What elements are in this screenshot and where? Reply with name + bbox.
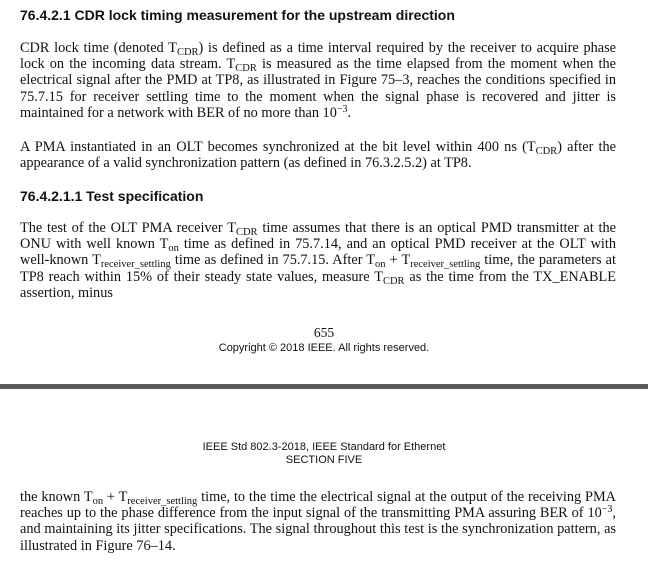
text-run: the known T [20,489,93,505]
running-header-section: SECTION FIVE [285,453,363,466]
subscript: receiver_settling [100,259,171,271]
subscript: receiver_settling [410,259,481,271]
text-run: A PMA instantiated in an OLT becomes synchronized at the bit level within 400 ns (T [20,139,536,155]
superscript: −3 [601,504,613,516]
text-run: is measured as the time elapsed from the moment when the electrical signal after the PMD at TP8, as illustrated in Figure 75–3, reaches the conditions specified in 75.7.15 for receiver settling time to the moment when the signal phase is recovered and jitter is maintained for a network with BER of no more than 10 [20,56,616,121]
text-run: time, the parameters at TP8 reach within 15% of their steady state values, measure T [20,252,617,285]
page-separator [0,384,648,389]
paragraph-test-specification [20,220,616,301]
section-heading-76-4-2-1-1: 76.4.2.1.1 Test specification [20,188,204,204]
text-run: ) after the appearance of a valid synchronization pattern (as defined in 76.3.2.5.2) at TP8. [20,139,617,172]
section-heading-76-4-2-1: 76.4.2.1 CDR lock timing measurement for the upstream direction [20,7,455,23]
paragraph-cdr-lock-time [20,40,616,121]
subscript: CDR [235,63,257,75]
text-run: ) is defined as a time interval required by the receiver to acquire phase lock on the incoming data stream. T [20,40,616,73]
text-run: time as defined in 75.7.14, and an optical PMD receiver at the OLT with well-known T [20,236,616,269]
subscript: CDR [235,227,258,238]
text-run: time assumes that there is an optical PMD transmitter at the ONU with well known T [20,220,617,253]
running-header-title: IEEE Std 802.3-2018, IEEE Standard for Ethernet [202,441,446,453]
superscript: −3 [336,103,348,115]
paragraph-pma-synchronization [20,139,616,171]
subscript: on [168,243,179,255]
text-run: time as defined in 75.7.15. After T [170,252,376,269]
text-run: CDR lock time (denoted T [20,40,177,56]
copyright-notice: Copyright © 2018 IEEE. All rights reserved. [218,342,430,354]
text-run: + T [385,252,411,269]
text-run: as the time from the TX_ENABLE assertion, minus [20,268,616,301]
text-run: . [347,104,352,121]
page-number: 655 [313,325,335,340]
text-run: The test of the OLT PMA receiver T [20,220,236,236]
subscript: CDR [535,146,558,157]
subscript: on [92,496,104,507]
subscript: CDR [382,275,405,287]
text-run: , and maintaining its jitter specifications. The signal throughout this test is the synchronization pattern, as illustrated in Figure 76–14. [20,505,616,554]
text-run: time, to the time the electrical signal at the output of the receiving PMA reaches up to the phase difference from the input signal of the transmitting PMA assuring BER of 10 [20,489,617,522]
subscript: receiver_settling [127,496,198,507]
running-header [0,441,648,466]
text-run: + T [103,489,128,505]
paragraph-continuation [20,489,616,554]
subscript: on [375,259,386,271]
subscript: CDR [176,47,199,58]
